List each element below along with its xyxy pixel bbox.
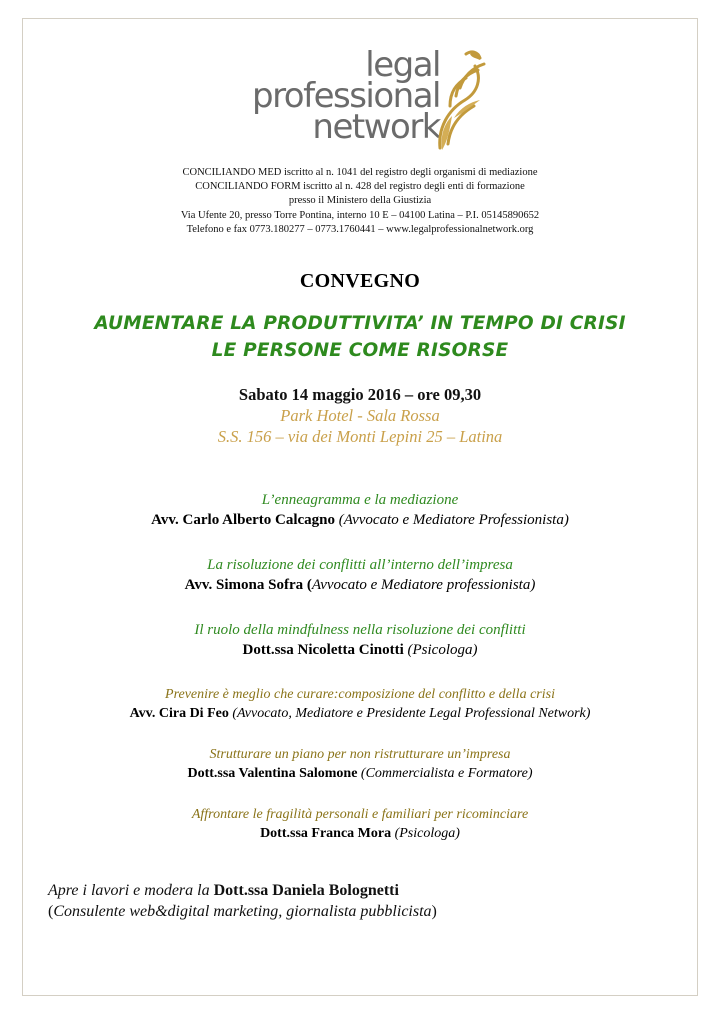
moderator-intro: Apre i lavori e modera la [48,882,210,899]
talk-title: Affrontare le fragilità personali e familiari per ricominciare [191,807,529,822]
moderator-role: Consulente web&digital marketing, giornalista pubblicista [53,903,432,920]
logo [250,45,490,165]
moderator-line [48,880,437,901]
talk-speaker-line [0,764,720,783]
logo-line-legal: legal [365,45,440,85]
speaker-name: Avv. Cira Di Feo [129,706,229,721]
logo-line-network: network [312,107,440,147]
logo-wordmark [251,45,440,147]
org-info-line: Via Ufente 20, presso Torre Pontina, interno 10 E – 04100 Latina – P.I. 05145890652 [180,209,540,221]
talk-speaker-line [0,575,720,595]
talk [0,685,720,723]
talk [0,805,720,843]
event-type: CONVEGNO [299,270,421,292]
talk [0,490,720,530]
talk-speaker-line [0,824,720,843]
talk [0,620,720,660]
speaker-name: Dott.ssa Franca Mora [260,826,392,841]
speaker-role: Avvocato e Mediatore professionista) [311,577,536,593]
logo-line-professional: professional [251,76,440,116]
moderator-name: Dott.ssa Daniela Bolognetti [213,882,399,899]
phoenix-icon [420,48,490,158]
speaker-role: (Psicologa) [394,826,460,841]
moderator-role-line [48,901,437,922]
speaker-role: (Avvocato e Mediatore Professionista) [338,512,569,528]
talk-speaker-line [0,640,720,660]
talk-title: L’enneagramma e la mediazione [261,492,459,508]
org-info-line: presso il Ministero della Giustizia [288,195,432,207]
org-info-line: CONCILIANDO FORM iscritto al n. 428 del registro degli enti di formazione [195,181,525,193]
org-info-line: Telefono e fax 0773.180277 – 0773.1760441 – www.legalprofessionalnetwork.org [186,223,534,235]
talk-speaker-line [0,510,720,530]
event-title-line1: AUMENTARE LA PRODUTTIVITA’ IN TEMPO DI CRISI [94,313,626,334]
talk-title: Strutturare un piano per non ristrutturare un’impresa [209,747,511,762]
event-details [0,384,720,447]
event-date: Sabato 14 maggio 2016 – ore 09,30 [238,385,482,404]
event-title [0,310,720,364]
speaker-name: Dott.ssa Valentina Salomone [187,766,358,781]
talk-title: La risoluzione dei conflitti all’interno dell’impresa [207,557,513,573]
speaker-name: Avv. Carlo Alberto Calcagno [151,512,336,528]
talk [0,555,720,595]
org-info-line: CONCILIANDO MED iscritto al n. 1041 del registro degli organismi di mediazione [182,167,538,178]
speaker-role: (Commercialista e Formatore) [360,766,533,781]
talk [0,745,720,783]
speaker-role: (Psicologa) [407,642,478,658]
speaker-role: (Avvocato, Mediatore e Presidente Legal Professional Network) [232,706,591,721]
organization-info [0,166,720,237]
talk-title: Prevenire è meglio che curare:composizione del conflitto e della crisi [165,687,555,702]
speaker-name: Avv. Simona Sofra ( [184,577,312,593]
talk-speaker-line [0,704,720,723]
event-title-line2: LE PERSONE COME RISORSE [211,340,509,361]
moderator-block [48,880,437,922]
paren-open: ( [48,903,54,920]
event-venue: Park Hotel - Sala Rossa [280,406,440,425]
event-address: S.S. 156 – via dei Monti Lepini 25 – Latina [217,427,503,446]
talk-title: Il ruolo della mindfulness nella risoluzione dei conflitti [194,622,526,638]
speaker-name: Dott.ssa Nicoletta Cinotti [242,642,404,658]
paren-close: ) [431,903,437,920]
